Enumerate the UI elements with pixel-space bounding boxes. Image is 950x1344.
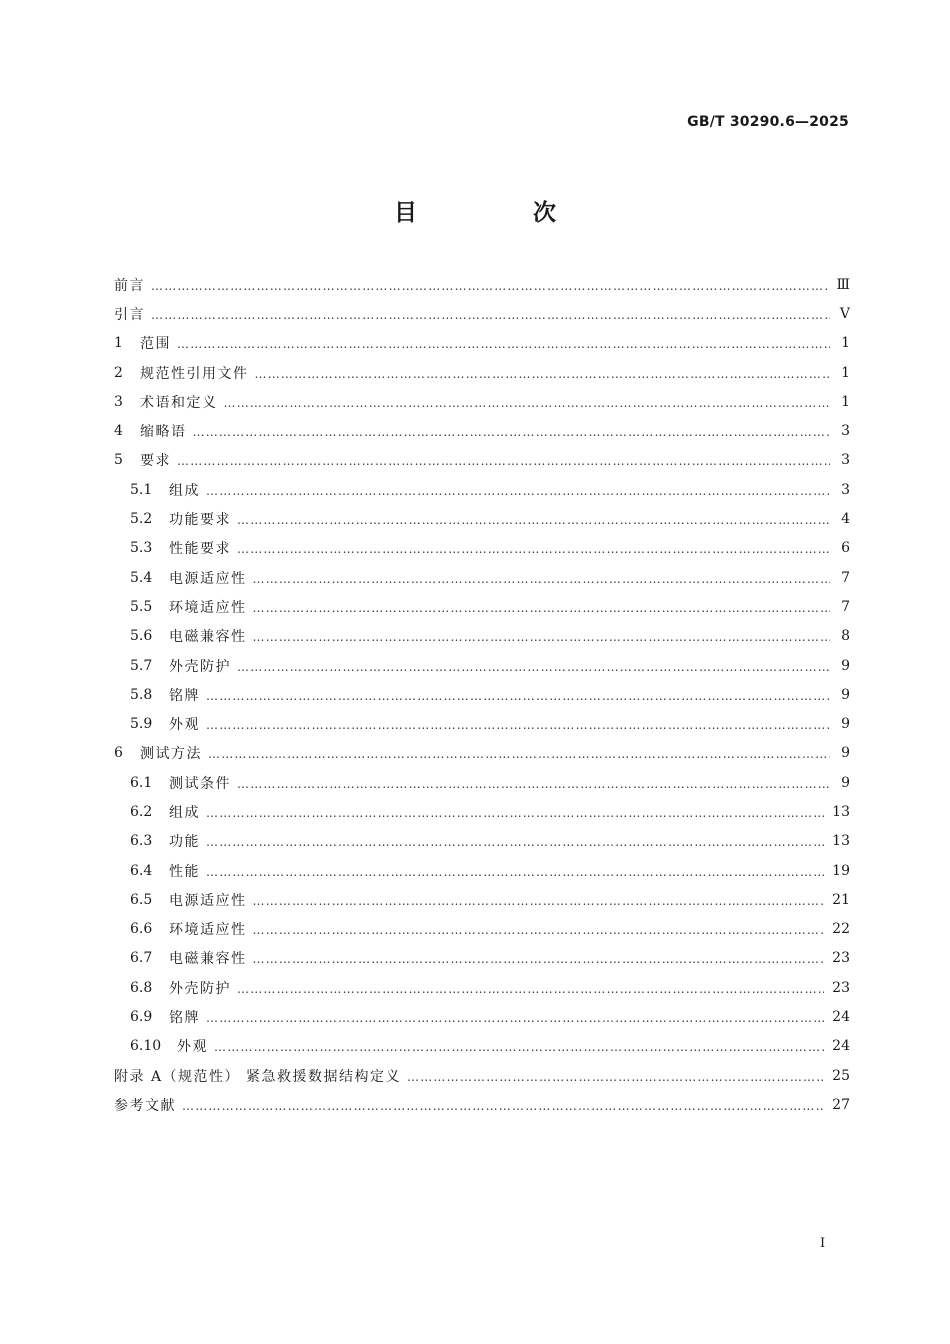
toc-entry-title: 要求 — [140, 453, 171, 470]
toc-entry-number: 5.5 — [130, 598, 153, 615]
toc-entry[interactable] — [114, 915, 850, 944]
toc-entry[interactable] — [114, 768, 850, 797]
toc-entry[interactable] — [114, 709, 850, 738]
toc-entry-title: 铭牌 — [169, 1010, 200, 1027]
toc-entry[interactable] — [114, 1002, 850, 1031]
dot-leader — [206, 485, 830, 497]
toc-entry-title: 测试方法 — [140, 746, 202, 763]
toc-entry-page: 24 — [832, 1038, 850, 1055]
toc-entry-page: Ⅴ — [839, 305, 850, 322]
toc-entry-number: 6.4 — [130, 862, 153, 879]
toc-entry[interactable] — [114, 622, 850, 651]
toc-entry-page: 1 — [841, 364, 850, 381]
toc-entry-page: 9 — [841, 657, 850, 674]
toc-entry-page: 3 — [841, 423, 850, 440]
toc-entry-title: 缩略语 — [140, 424, 187, 441]
toc-entry[interactable] — [114, 1032, 850, 1061]
toc-entry-number: 6.8 — [130, 979, 153, 996]
toc-entry[interactable] — [114, 797, 850, 826]
toc-entry[interactable] — [114, 944, 850, 973]
toc-entry-page: 21 — [832, 891, 850, 908]
toc-entry[interactable] — [114, 563, 850, 592]
toc-entry-title: 引言 — [114, 306, 145, 323]
toc-entry-title: 功能要求 — [169, 512, 231, 529]
toc-entry-page: 3 — [841, 481, 850, 498]
toc-entry-title: 功能 — [169, 834, 200, 851]
toc-entry-title: 外观 — [177, 1039, 208, 1056]
toc-entry-number: 6 — [114, 745, 123, 762]
dot-leader — [253, 895, 825, 907]
toc-entry[interactable] — [114, 1061, 850, 1090]
dot-leader — [253, 573, 831, 585]
dot-leader — [208, 748, 830, 760]
page-title: 目 次 — [393, 200, 610, 226]
toc-entry[interactable] — [114, 534, 850, 563]
toc-entry-number: 1 — [114, 335, 123, 352]
dot-leader — [206, 719, 830, 731]
toc-entry-title: 环境适应性 — [169, 922, 247, 939]
dot-leader — [193, 426, 831, 438]
toc-entry[interactable] — [114, 416, 850, 445]
toc-entry-number: 5.8 — [130, 686, 153, 703]
toc-entry[interactable] — [114, 973, 850, 1002]
toc-entry-title: 参考文献 — [114, 1097, 176, 1114]
toc-entry[interactable] — [114, 475, 850, 504]
toc-entry-number: 3 — [114, 393, 123, 410]
toc-entry-page: 22 — [832, 921, 850, 938]
toc-entry[interactable] — [114, 446, 850, 475]
toc-entry-number: 5.6 — [130, 628, 153, 645]
dot-leader — [206, 807, 824, 819]
dot-leader — [214, 1041, 824, 1053]
toc-entry-title: 前言 — [114, 277, 145, 294]
toc-entry[interactable] — [114, 299, 850, 328]
toc-entry-page: 13 — [832, 833, 850, 850]
toc-entry-page: 24 — [832, 1009, 850, 1026]
toc-entry-title: 电源适应性 — [169, 570, 247, 587]
toc-entry[interactable] — [114, 651, 850, 680]
toc-entry-title: 电磁兼容性 — [169, 951, 247, 968]
dot-leader — [206, 1012, 824, 1024]
toc-entry-number: 6.5 — [130, 891, 153, 908]
toc-entry[interactable] — [114, 739, 850, 768]
toc-entry-page: 9 — [841, 716, 850, 733]
toc-entry-title: 铭牌 — [169, 687, 200, 704]
toc-entry-number: 4 — [114, 423, 123, 440]
toc-entry-title: 术语和定义 — [140, 394, 218, 411]
dot-leader — [253, 924, 825, 936]
toc-entry-number: 5.3 — [130, 540, 153, 557]
toc-entry-title: 规范性引用文件 — [140, 365, 249, 382]
dot-leader — [224, 397, 831, 409]
toc-entry-page: 1 — [841, 335, 850, 352]
toc-entry[interactable] — [114, 885, 850, 914]
toc-entry-number: 5.7 — [130, 657, 153, 674]
toc-entry-title: 电源适应性 — [169, 892, 247, 909]
toc-entry-page: 4 — [841, 511, 850, 528]
toc-entry[interactable] — [114, 592, 850, 621]
dot-leader — [237, 983, 824, 995]
dot-leader — [237, 543, 830, 555]
toc-entry-page: 7 — [841, 569, 850, 586]
toc-entry-page: 25 — [832, 1067, 850, 1084]
toc-entry-page: 3 — [841, 452, 850, 469]
dot-leader — [151, 309, 830, 321]
toc-entry-page: Ⅲ — [836, 276, 850, 293]
dot-leader — [206, 690, 830, 702]
toc-entry[interactable] — [114, 504, 850, 533]
toc-entry[interactable] — [114, 387, 850, 416]
toc-entry-number: 5.4 — [130, 569, 153, 586]
toc-entry-number: 6.9 — [130, 1009, 153, 1026]
toc-entry-title: 电磁兼容性 — [169, 629, 247, 646]
dot-leader — [182, 1100, 824, 1112]
dot-leader — [253, 631, 831, 643]
toc-entry-title: 外壳防护 — [169, 658, 231, 675]
toc-entry-number: 6.10 — [130, 1038, 162, 1055]
toc-entry[interactable] — [114, 680, 850, 709]
toc-entry-number: 6.3 — [130, 833, 153, 850]
toc-entry-page: 23 — [832, 979, 850, 996]
toc-entry-number: 6.6 — [130, 921, 153, 938]
toc-entry-number: 6.1 — [130, 774, 153, 791]
dot-leader — [237, 661, 830, 673]
toc-entry-number: 5 — [114, 452, 123, 469]
toc-entry[interactable] — [114, 1090, 850, 1119]
dot-leader — [253, 953, 825, 965]
toc-entry[interactable] — [114, 856, 850, 885]
toc-entry-number: 5.2 — [130, 511, 153, 528]
toc-entry-title: 范围 — [140, 336, 171, 353]
toc-entry[interactable] — [114, 329, 850, 358]
dot-leader — [206, 836, 824, 848]
toc-entry-title: 性能 — [169, 863, 200, 880]
toc-entry-title: 性能要求 — [169, 541, 231, 558]
dot-leader — [407, 1071, 824, 1083]
standard-number: GB/T 30290.6—2025 — [687, 114, 849, 130]
dot-leader — [253, 602, 831, 614]
toc-entry-page: 6 — [841, 540, 850, 557]
toc-entry[interactable] — [114, 827, 850, 856]
dot-leader — [237, 514, 830, 526]
toc-entry[interactable] — [114, 270, 850, 299]
toc-entry-page: 19 — [832, 862, 850, 879]
toc-entry-page: 9 — [841, 745, 850, 762]
toc-entry-title: 外壳防护 — [169, 980, 231, 997]
toc-entry-page: 9 — [841, 774, 850, 791]
toc-entry-page: 8 — [841, 628, 850, 645]
table-of-contents — [114, 270, 850, 1120]
dot-leader — [177, 338, 830, 350]
dot-leader — [237, 778, 830, 790]
toc-entry[interactable] — [114, 358, 850, 387]
toc-entry-number: 6.2 — [130, 803, 153, 820]
toc-entry-page: 13 — [832, 803, 850, 820]
toc-entry-title: 组成 — [169, 804, 200, 821]
dot-leader — [206, 866, 824, 878]
toc-entry-number: 2 — [114, 364, 123, 381]
toc-entry-title: 附录 A（规范性） 紧急救援数据结构定义 — [114, 1068, 402, 1085]
toc-entry-page: 7 — [841, 598, 850, 615]
toc-entry-title: 测试条件 — [169, 775, 231, 792]
toc-entry-page: 1 — [841, 393, 850, 410]
toc-entry-page: 27 — [832, 1096, 850, 1113]
toc-entry-title: 外观 — [169, 717, 200, 734]
toc-entry-number: 6.7 — [130, 950, 153, 967]
toc-entry-title: 组成 — [169, 482, 200, 499]
page-number: Ⅰ — [820, 1236, 826, 1251]
toc-entry-title: 环境适应性 — [169, 599, 247, 616]
toc-entry-number: 5.1 — [130, 481, 153, 498]
toc-entry-page: 23 — [832, 950, 850, 967]
toc-entry-number: 5.9 — [130, 716, 153, 733]
dot-leader — [151, 280, 828, 292]
dot-leader — [177, 455, 830, 467]
dot-leader — [255, 368, 831, 380]
toc-entry-page: 9 — [841, 686, 850, 703]
